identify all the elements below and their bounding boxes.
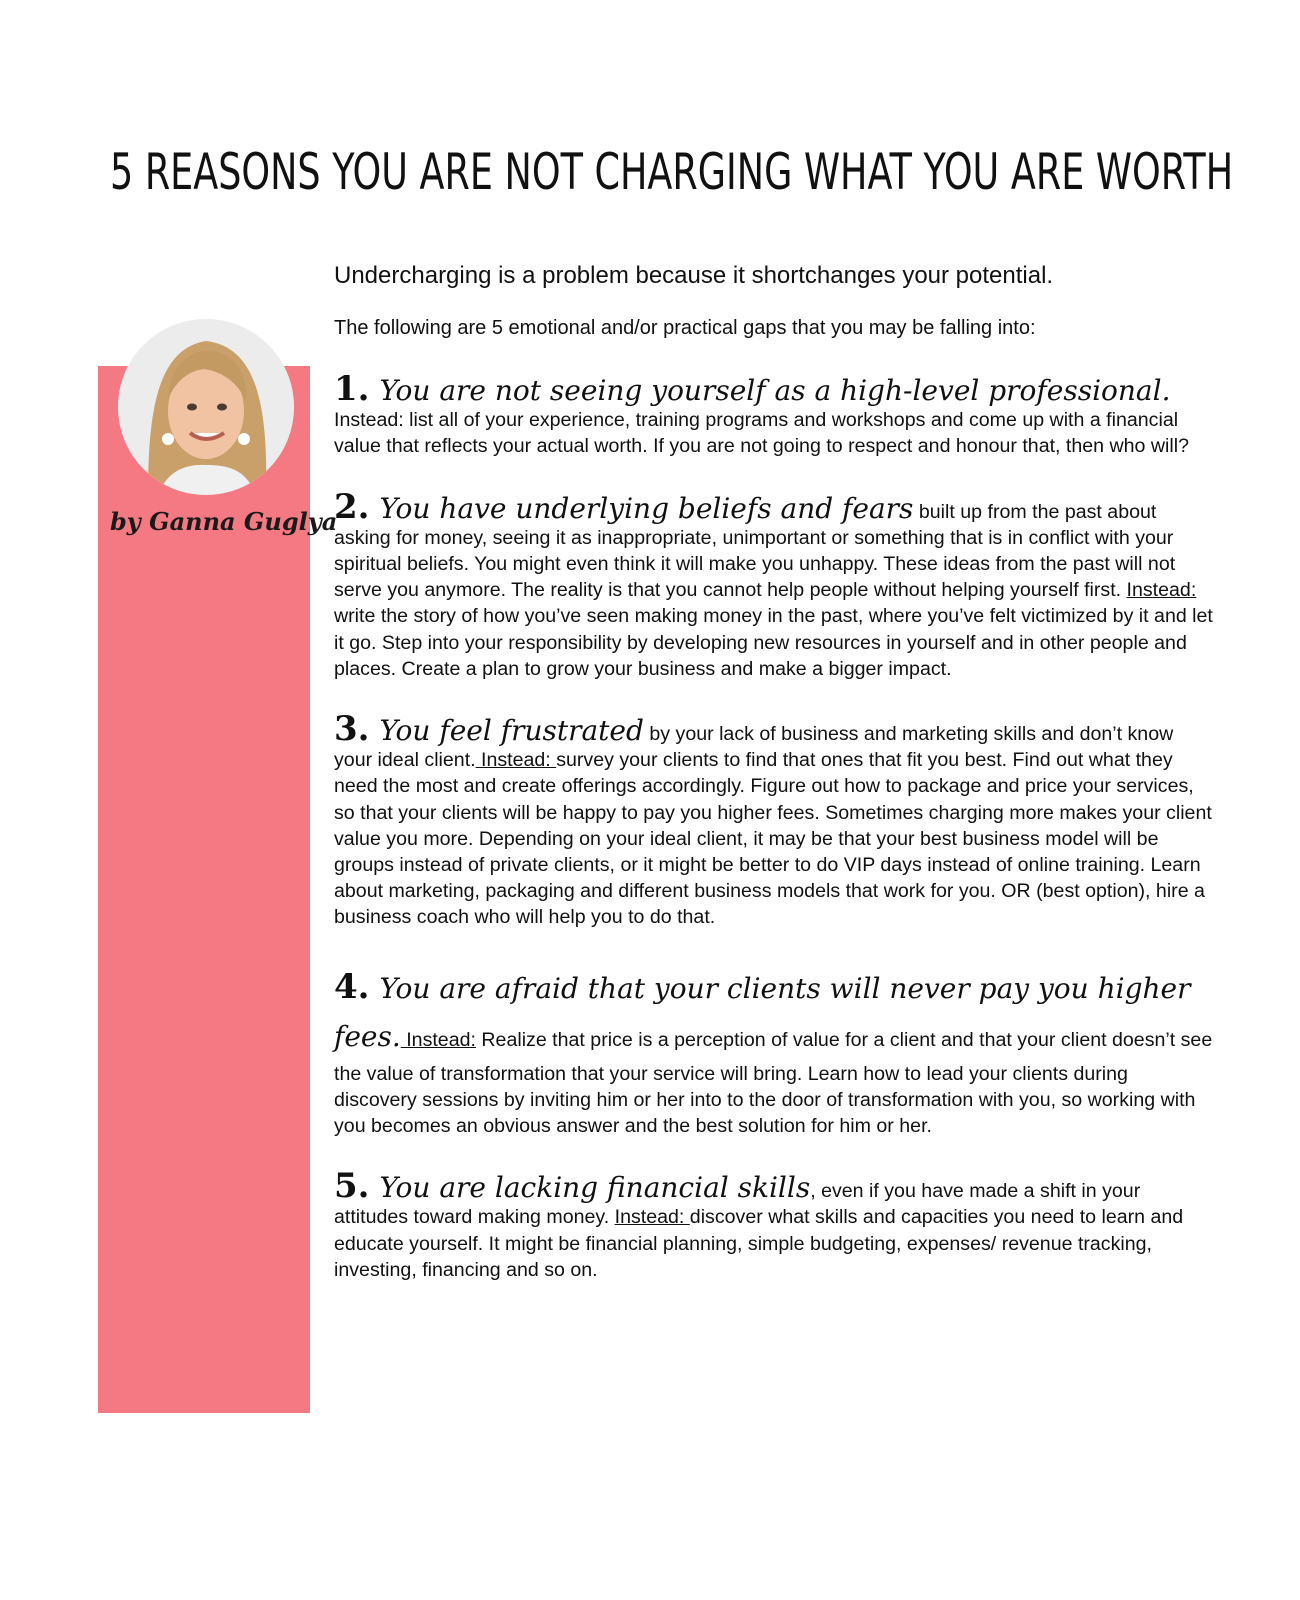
- reason-body: discover what skills and capacities you need to learn and educate yourself. It might be financial planning, simple budgeting, expenses/ revenue tracking, investing, financing and so on.: [334, 1206, 1184, 1281]
- instead-label: Instead:: [1126, 579, 1197, 602]
- instead-label: Instead:: [334, 409, 404, 432]
- page-title: 5 REASONS YOU ARE NOT CHARGING WHAT YOU ARE WORTH: [110, 143, 1234, 201]
- reason-text: by your lack of business and marketing skills and don’t know your ideal client.: [334, 723, 1174, 772]
- lead-paragraph: Undercharging is a problem because it shortchanges your potential.: [334, 262, 1054, 289]
- author-portrait-icon: [118, 319, 294, 495]
- reason-item: [334, 965, 1214, 1140]
- author-byline: by Ganna Guglya: [110, 507, 338, 536]
- reason-heading: You are afraid that your clients will never pay you higher fees.: [334, 971, 1191, 1053]
- instead-label: Instead:: [400, 1028, 476, 1051]
- reason-text: , even if you have made a shift in your attitudes toward making money.: [334, 1180, 1141, 1229]
- reason-heading: You feel frustrated: [379, 714, 644, 748]
- reason-body: list all of your experience, training programs and workshops and come up with a financial value that reflects your actual worth. If you are not going to respect and honour that, then who will?: [334, 409, 1190, 458]
- reason-heading: You are not seeing yourself as a high-level professional.: [379, 374, 1171, 407]
- instead-label: Instead:: [475, 749, 557, 772]
- reason-number: 5.: [334, 1166, 370, 1207]
- intro-paragraph: The following are 5 emotional and/or practical gaps that you may be falling into:: [334, 317, 1036, 339]
- reason-text: built up from the past about asking for money, seeing it as inappropriate, unimportant or something that is in conflict with your spiritual beliefs. You might even think it will make you unhappy. These ideas from the past will not serve you anymore. The reality is that you cannot help people without helping yourself first.: [334, 500, 1176, 602]
- reason-item: [334, 1166, 1214, 1283]
- reason-body: survey your clients to find that ones that fit you best. Find out what they need the most and create offerings accordingly. Figure out how to package and price your services, so that your clients will be happy to pay you higher fees. Sometimes charging more makes your client value you more. Depending on your ideal client, it may be that your best business model will be groups instead of private clients, or it might be better to do VIP days instead of online training. Learn about marketing, packaging and different business models that work for you. OR (best option), hire a business coach who will help you to do that.: [334, 749, 1212, 929]
- reason-number: 4.: [334, 966, 370, 1007]
- reason-number: 1.: [334, 369, 370, 409]
- reason-body: Realize that price is a perception of value for a client and that your client doesn’t see the value of transformation that your service will bring. Learn how to lead your clients during discovery sessions by inviting him or her into to the door of transformation with you, so working with you becomes an obvious answer and the best solution for him or her.: [334, 1028, 1213, 1138]
- article-content: [334, 258, 1214, 1317]
- instead-label: Instead:: [614, 1206, 690, 1229]
- reason-heading: You are lacking financial skills: [379, 1171, 811, 1205]
- reason-number: 2.: [334, 486, 370, 527]
- reason-body: write the story of how you’ve seen making money in the past, where you’ve felt victimized by it and let it go. Step into your responsibility by developing new resources in yourself and in other people and places. Create a plan to grow your business and make a bigger impact.: [334, 605, 1213, 680]
- reason-item: [334, 709, 1214, 931]
- reason-item: [334, 486, 1214, 682]
- reason-number: 3.: [334, 709, 370, 750]
- reason-heading: You have underlying beliefs and fears: [379, 491, 914, 525]
- reason-item: [334, 369, 1214, 460]
